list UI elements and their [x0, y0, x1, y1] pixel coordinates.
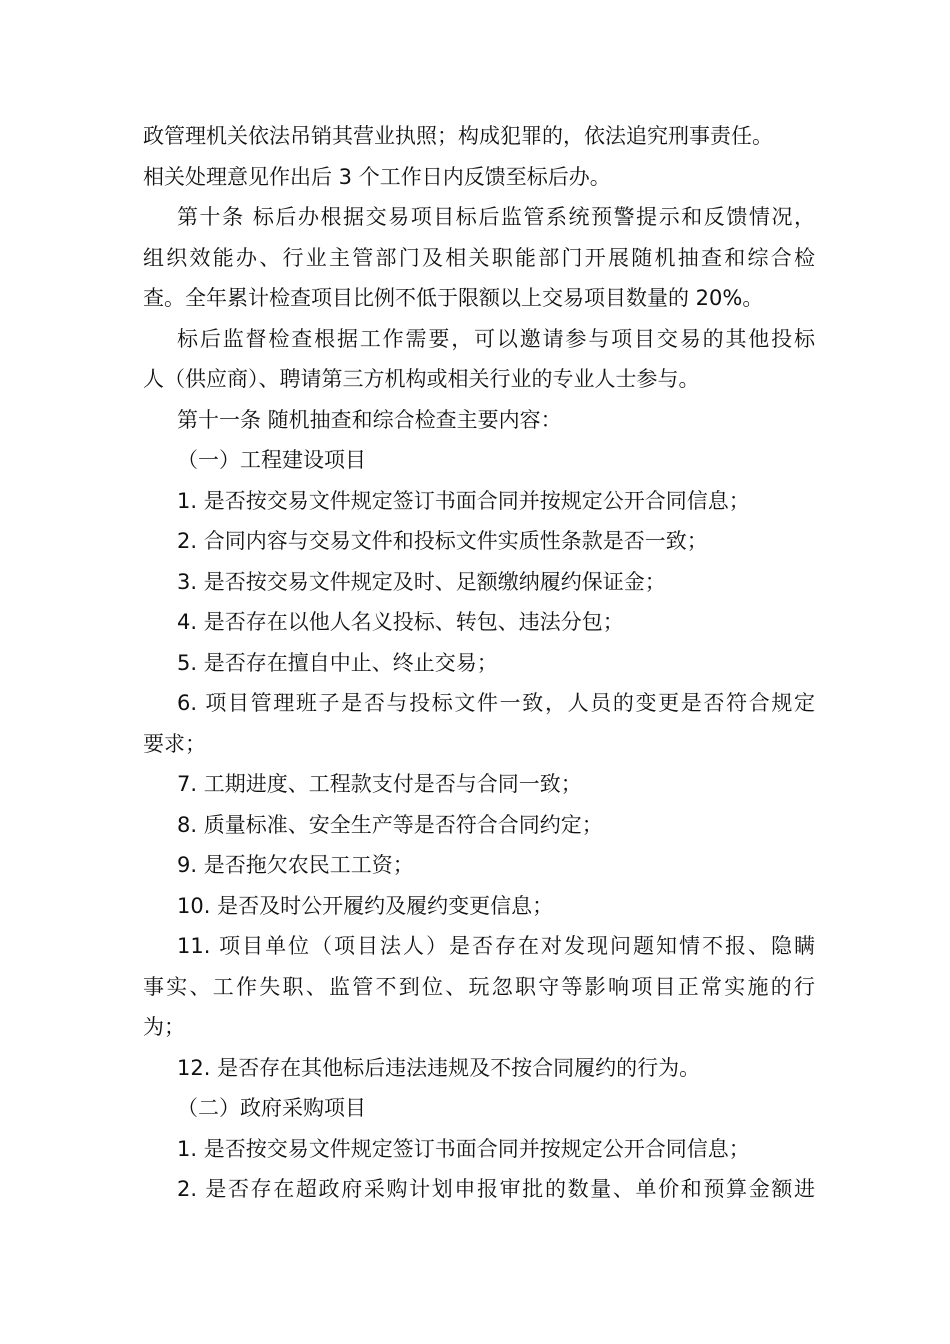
list-item-continuation: 为； — [143, 1015, 185, 1039]
list-item: 1. 是否按交易文件规定签订书面合同并按规定公开合同信息； — [177, 488, 750, 513]
section-heading: （一）工程建设项目 — [177, 448, 366, 472]
list-item: 3. 是否按交易文件规定及时、足额缴纳履约保证金； — [177, 569, 666, 594]
list-item: 8. 质量标准、安全生产等是否符合合同约定； — [177, 812, 603, 837]
list-item-continuation: 要求； — [143, 731, 206, 756]
article-10-line: 第十条 标后办根据交易项目标后监管系统预警提示和反馈情况， — [177, 205, 815, 229]
paragraph-line: 相关处理意见作出后 3 个工作日内反馈至标后办。 — [143, 164, 611, 189]
list-item: 6. 项目管理班子是否与投标文件一致，人员的变更是否符合规定 — [177, 691, 815, 715]
article-11-line: 第十一条 随机抽查和综合检查主要内容： — [177, 407, 562, 432]
paragraph-line: 人（供应商）、聘请第三方机构或相关行业的专业人士参与。 — [143, 367, 700, 391]
list-item: 9. 是否拖欠农民工工资； — [177, 853, 414, 877]
list-item: 10. 是否及时公开履约及履约变更信息； — [177, 893, 554, 918]
list-item: 5. 是否存在擅自中止、终止交易； — [177, 650, 498, 675]
section-heading: （二）政府采购项目 — [177, 1096, 366, 1120]
paragraph-line: 政管理机关依法吊销其营业执照；构成犯罪的，依法追究刑事责任。 — [143, 124, 773, 148]
document-body — [143, 116, 815, 1210]
list-item: 7. 工期进度、工程款支付是否与合同一致； — [177, 772, 582, 796]
list-item: 1. 是否按交易文件规定签订书面合同并按规定公开合同信息； — [177, 1136, 750, 1161]
paragraph-line: 查。全年累计检查项目比例不低于限额以上交易项目数量的 20%。 — [143, 286, 764, 310]
list-item: 12. 是否存在其他标后违法违规及不按合同履约的行为。 — [177, 1055, 701, 1080]
paragraph-line: 组织效能办、行业主管部门及相关职能部门开展随机抽查和综合检 — [143, 245, 815, 270]
list-item: 2. 合同内容与交易文件和投标文件实质性条款是否一致； — [177, 529, 708, 553]
list-item: 2. 是否存在超政府采购计划申报审批的数量、单价和预算金额进 — [177, 1177, 815, 1201]
paragraph-line: 标后监督检查根据工作需要，可以邀请参与项目交易的其他投标 — [177, 326, 815, 351]
list-item: 4. 是否存在以他人名义投标、转包、违法分包； — [177, 610, 624, 634]
list-item: 11. 项目单位（项目法人）是否存在对发现问题知情不报、隐瞒 — [177, 934, 815, 958]
list-item-continuation: 事实、工作失职、监管不到位、玩忽职守等影响项目正常实施的行 — [143, 974, 815, 999]
